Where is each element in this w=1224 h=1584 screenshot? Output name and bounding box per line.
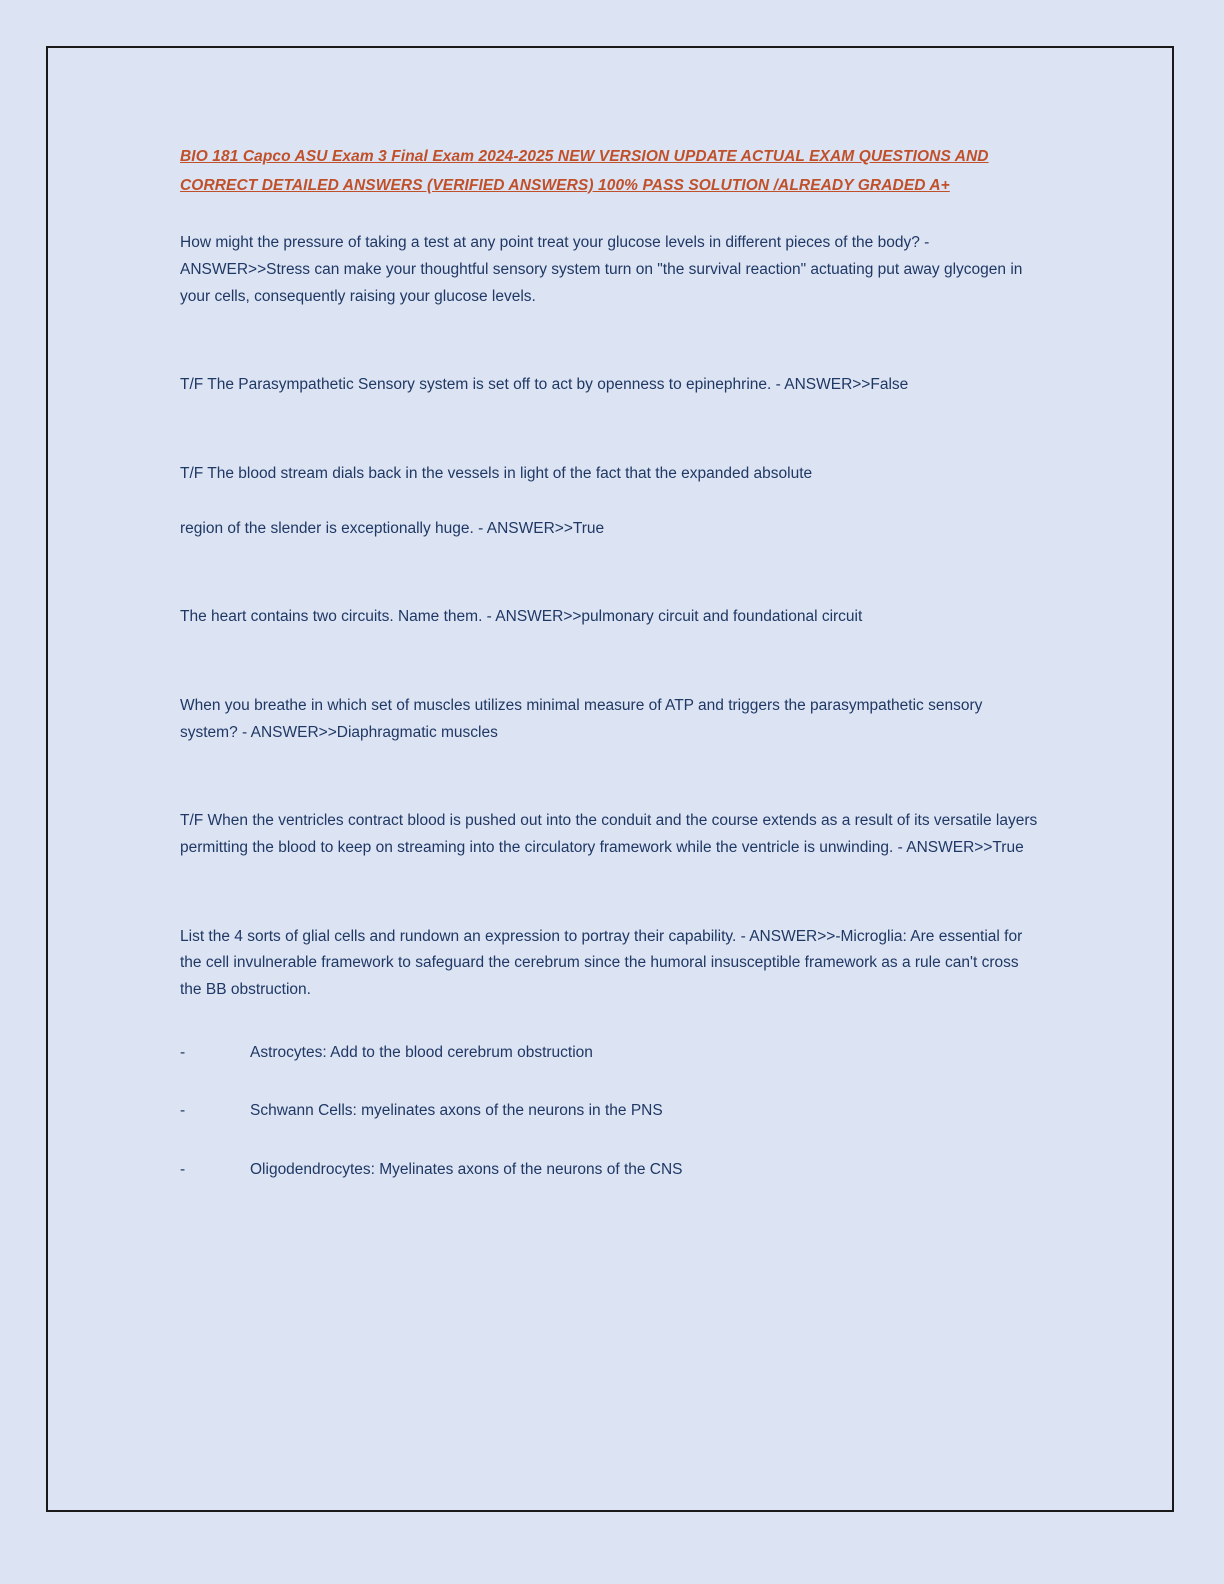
bullet-text: Oligodendrocytes: Myelinates axons of the neurons of the CNS: [250, 1160, 683, 1178]
list-item: [180, 1157, 1040, 1184]
bullet-text: Astrocytes: Add to the blood cerebrum obstruction: [250, 1043, 593, 1061]
qa-item-4: The heart contains two circuits. Name them. - ANSWER>>pulmonary circuit and foundational circuit: [180, 608, 863, 626]
qa-item-5: When you breathe in which set of muscles utilizes minimal measure of ATP and triggers the parasympathetic sensory system? - ANSWER>>Diaphragmatic muscles: [180, 696, 983, 741]
list-item: [180, 1098, 1040, 1125]
qa-item-3-line-2: region of the slender is exceptionally huge. - ANSWER>>True: [180, 519, 605, 537]
list-item: [180, 1040, 1040, 1067]
bullet-text: Schwann Cells: myelinates axons of the neurons in the PNS: [250, 1102, 663, 1120]
bullet-marker: -: [180, 1102, 186, 1120]
bullet-marker: -: [180, 1160, 186, 1178]
qa-item-3-line-1: T/F The blood stream dials back in the vessels in light of the fact that the expanded absolute: [180, 464, 813, 482]
document-content: [180, 143, 1040, 1216]
document-page: [46, 46, 1174, 1512]
qa-item-1: How might the pressure of taking a test at any point treat your glucose levels in different pieces of the body? - ANSWER>>Stress can make your thoughtful sensory system turn on "the survival reaction" actuating put away glycogen in your cells, consequently raising your glucose levels.: [180, 234, 1023, 305]
qa-item-3: [180, 461, 1040, 542]
bullet-marker: -: [180, 1043, 186, 1061]
document-title: BIO 181 Capco ASU Exam 3 Final Exam 2024-2025 NEW VERSION UPDATE ACTUAL EXAM QUESTIONS AND CORRECT DETAILED ANSWERS (VERIFIED ANSWERS) 100% PASS SOLUTION /ALREADY GRADED A+: [180, 148, 989, 194]
qa-item-6: T/F When the ventricles contract blood is pushed out into the conduit and the course extends as a result of its versatile layers permitting the blood to keep on streaming into the circulatory framework while the ventricle is unwinding. - ANSWER>>True: [180, 812, 1038, 856]
qa-item-7: List the 4 sorts of glial cells and rundown an expression to portray their capability. - ANSWER>>-Microglia: Are essential for the cell invulnerable framework to safeguard the cerebrum since the humoral insusceptible framework as a rule can't cross the BB obstruction.: [180, 927, 1023, 998]
qa-item-2: T/F The Parasympathetic Sensory system is set off to act by openness to epinephrine. - ANSWER>>False: [180, 376, 909, 394]
